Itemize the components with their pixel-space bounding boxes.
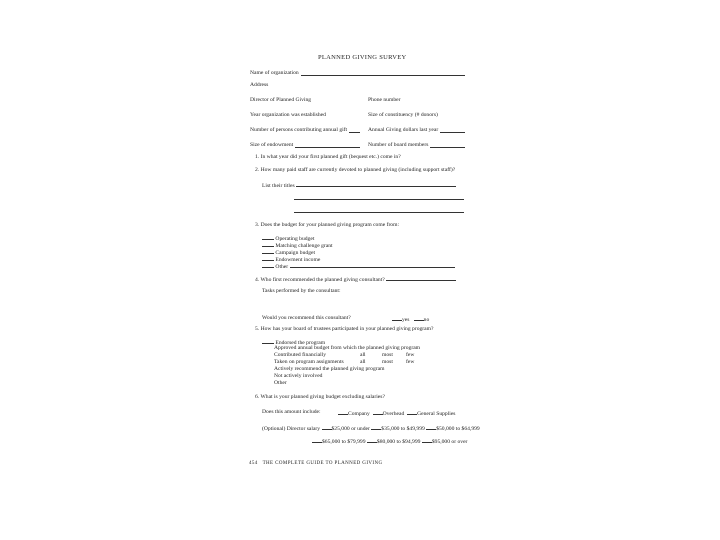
col-all: all	[360, 359, 366, 365]
q5-option: Approved annual budget from which the planned giving program	[274, 345, 421, 351]
address-label: Address	[250, 82, 269, 88]
col-most: most	[382, 352, 393, 358]
director-label: Director of Planned Giving	[250, 97, 312, 103]
q6-include-options: Company Overhead General Supplies	[338, 409, 455, 417]
q5-option: Endorsed the program	[262, 338, 325, 346]
page-number: 454	[249, 461, 258, 466]
question-5: 5. How has your board of trustees participated in your planned giving program?	[255, 326, 434, 332]
year-size-row	[250, 112, 465, 118]
persons-annual-row	[250, 127, 465, 133]
question-2: 2. How many paid staff are currently devoted to planned giving (including support staff)?	[255, 167, 456, 173]
running-footer: THE COMPLETE GUIDE TO PLANNED GIVING	[262, 461, 383, 466]
q3-option: Matching challenge grant	[262, 241, 333, 249]
q3-option: Other	[262, 262, 455, 270]
annual-field: Annual Giving dollars last year	[368, 127, 465, 133]
endowment-board-row	[250, 142, 465, 148]
col-all: all	[360, 352, 366, 358]
q3-option: Campaign budget	[262, 248, 315, 256]
question-1: 1. In what year did your first planned gift (bequest etc.) come in?	[255, 154, 401, 160]
q3-option: Endowment income	[262, 255, 320, 263]
q6-includes: Does this amount include:	[262, 409, 321, 415]
q4-yes-no: yes no	[392, 315, 429, 323]
phone-label: Phone number	[368, 97, 401, 103]
col-few: few	[406, 359, 415, 365]
endowment-field: Size of endowment	[250, 142, 360, 148]
director-phone-row	[250, 97, 465, 103]
blank-line	[294, 207, 464, 213]
org-label: Name of organization	[250, 70, 299, 76]
titles-field: List their titles	[262, 181, 456, 189]
q3-option: Operating budget	[262, 234, 314, 242]
size-label: Size of constituency (# donors)	[368, 112, 438, 118]
year-label: Year organization was established	[250, 112, 326, 118]
page-title: PLANNED GIVING SURVEY	[318, 54, 407, 61]
org-field	[250, 70, 465, 76]
q6-salary: (Optional) Director salary $25,000 or under $35,000 to $49,999 $50,000 to $64,999	[262, 426, 480, 432]
q4-recommend: Would you recommend this consultant?	[262, 315, 351, 321]
q5-option: Not actively involved	[274, 373, 323, 379]
board-field: Number of board members	[368, 142, 465, 148]
q5-option: Contributed financially	[274, 352, 327, 358]
q4-tasks: Tasks performed by the consultant:	[262, 288, 341, 294]
blank-line	[294, 194, 464, 200]
q5-option: Taken on program assignments	[274, 359, 344, 365]
persons-field: Number of persons contributing annual gift	[250, 127, 360, 133]
question-4: 4. Who first recommended the planned giving consultant?	[255, 275, 456, 283]
page-footer	[249, 461, 382, 467]
question-3: 3. Does the budget for your planned giving program come from:	[255, 222, 400, 228]
org-line[interactable]	[301, 70, 465, 76]
col-few: few	[406, 352, 415, 358]
question-6: 6. What is your planned giving budget excluding salaries?	[255, 394, 385, 400]
col-most: most	[382, 359, 393, 365]
q5-option: Actively recommend the planned giving program	[274, 366, 385, 372]
q5-option: Other	[274, 380, 287, 386]
q6-salary-row2: $65,000 to $79,999 $80,000 to $94,999 $95,000 or over	[312, 437, 467, 445]
